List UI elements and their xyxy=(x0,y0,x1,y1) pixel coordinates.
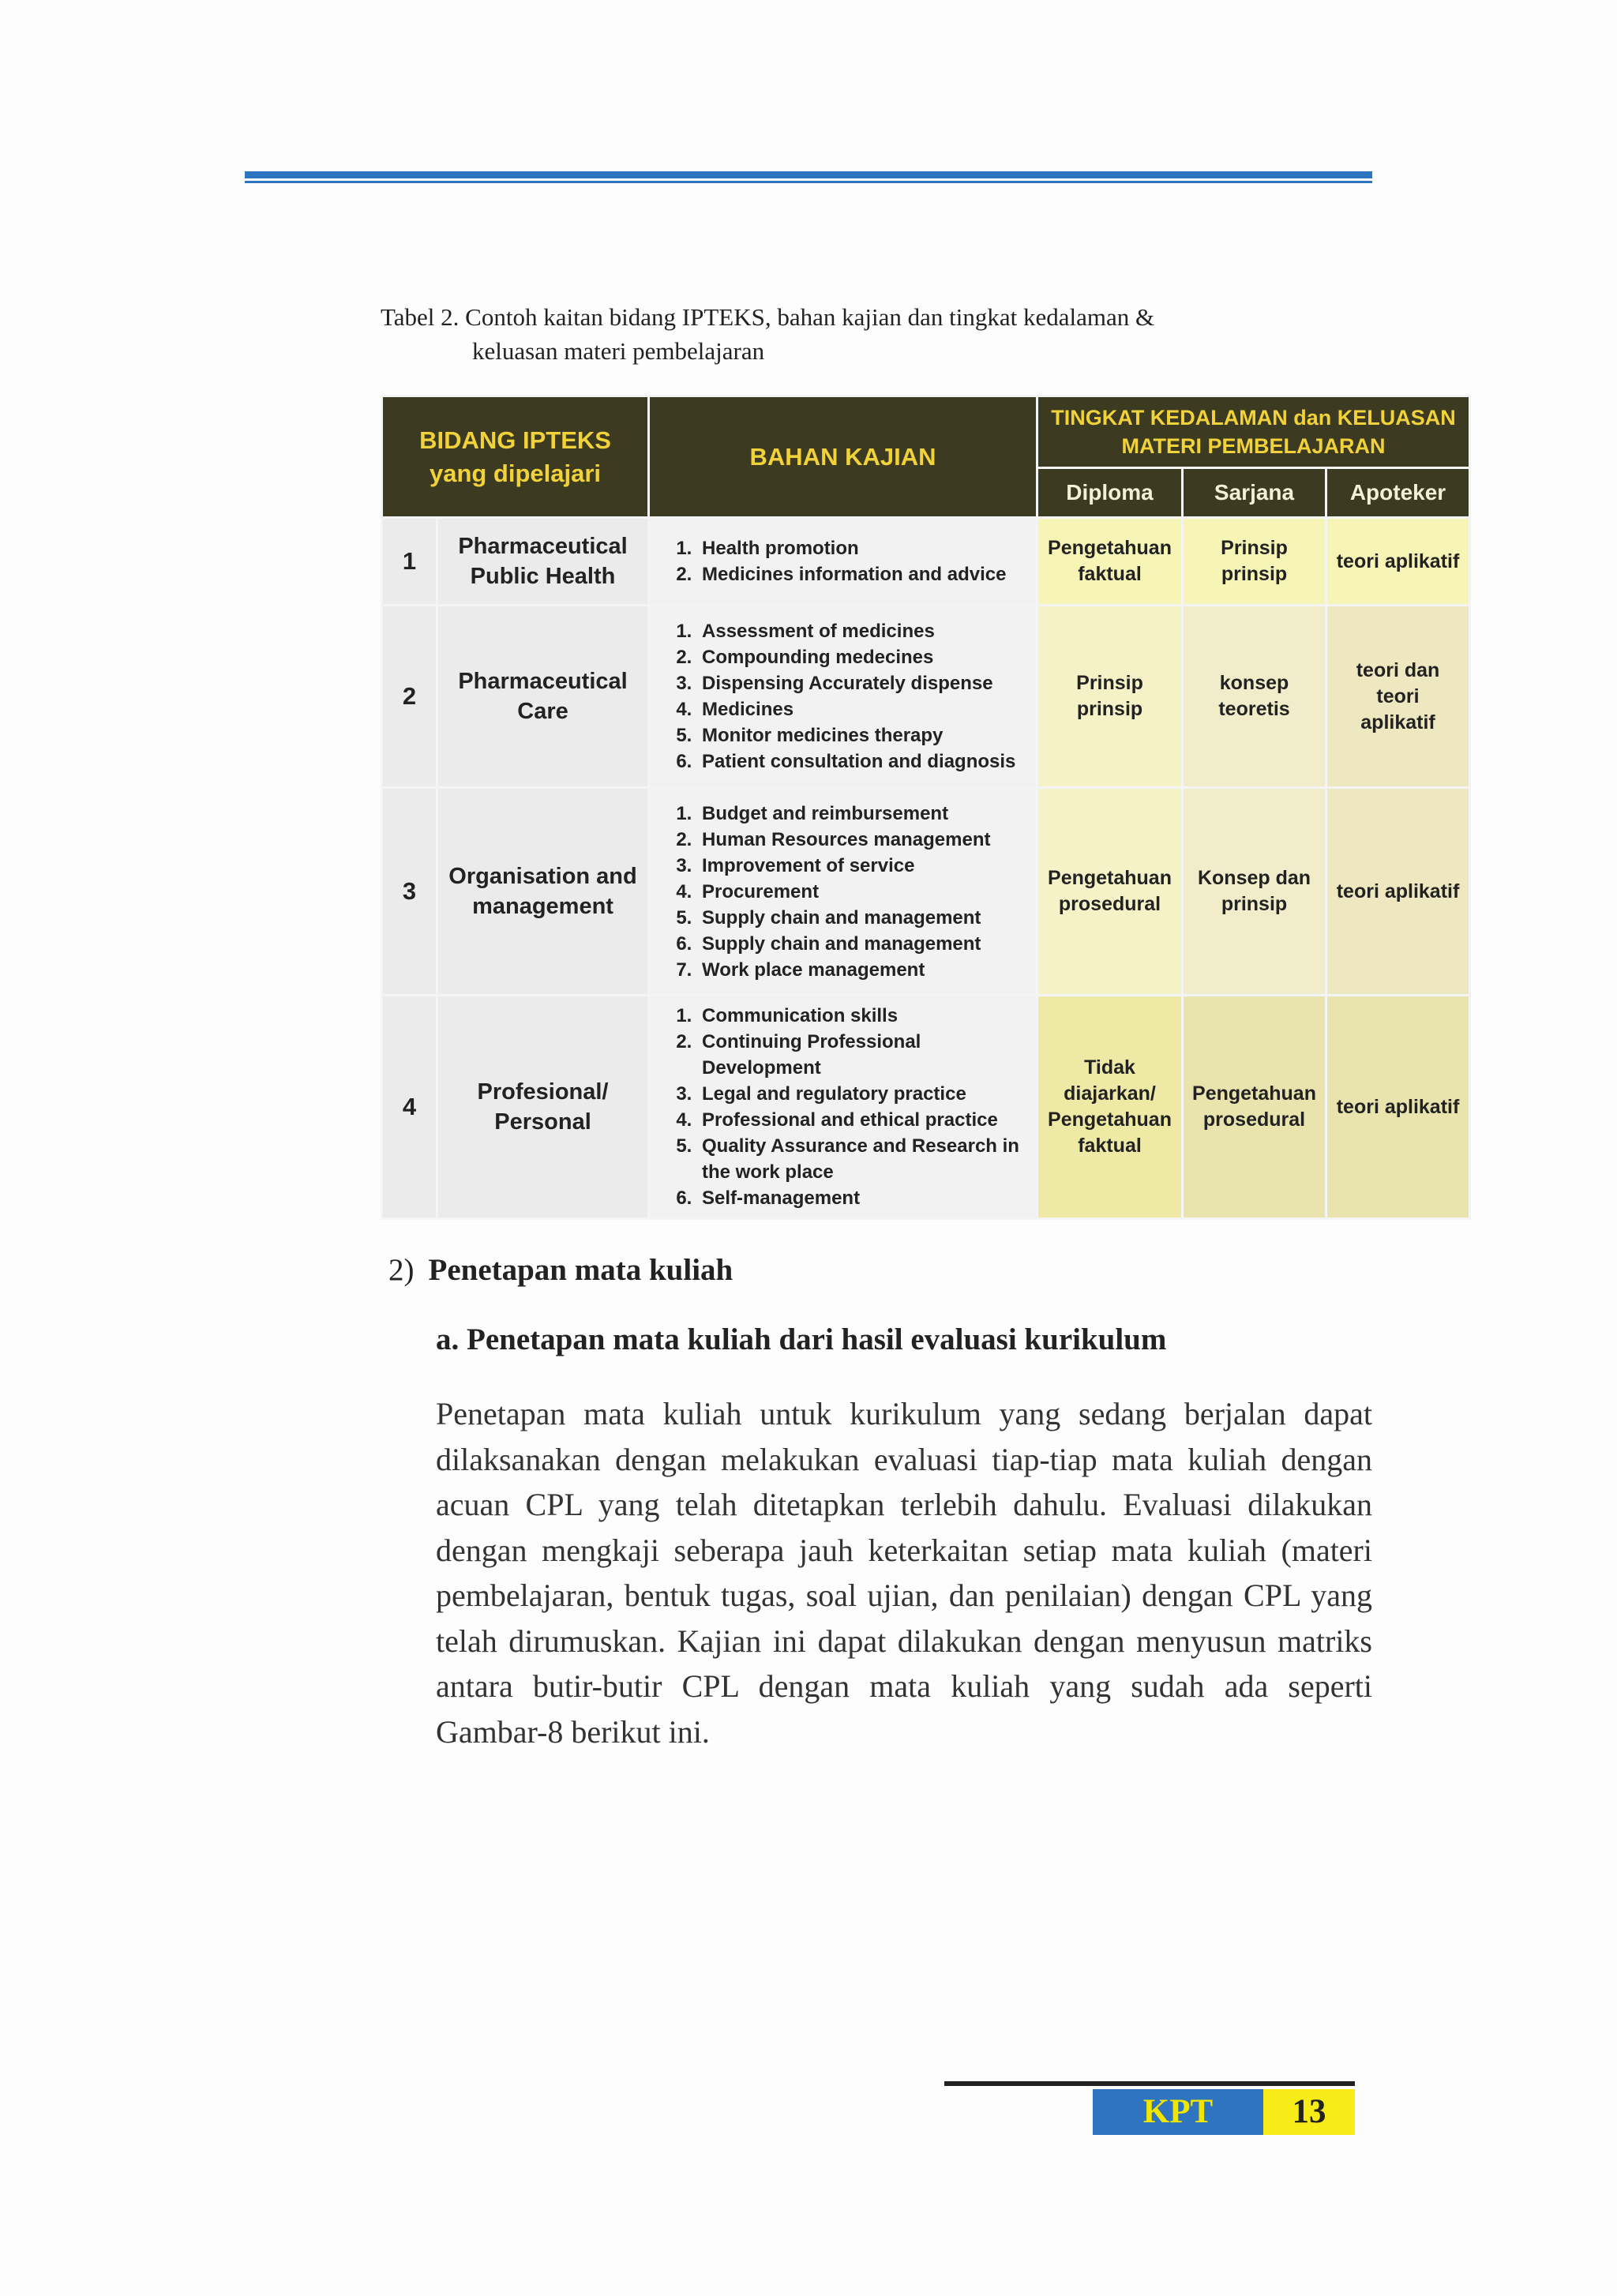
list-item: 3. Improvement of service xyxy=(697,853,1028,879)
header-apoteker: Apoteker xyxy=(1326,468,1470,518)
table-row xyxy=(382,606,1470,788)
list-item: 6. Self-management xyxy=(697,1185,1028,1211)
header-sarjana: Sarjana xyxy=(1183,468,1326,518)
list-item: 7. Work place management xyxy=(697,957,1028,983)
list-item: 4. Procurement xyxy=(697,879,1028,905)
table-row xyxy=(382,788,1470,996)
list-item: 2. Compounding medecines xyxy=(697,644,1028,670)
apoteker-cell: teori dan teori aplikatif xyxy=(1326,606,1470,788)
list-item: 2. Medicines information and advice xyxy=(697,561,1028,587)
list-item: 5. Quality Assurance and Research in the work place xyxy=(697,1133,1028,1185)
body-paragraph: Penetapan mata kuliah untuk kurikulum yang sedang berjalan dapat dilaksanakan dengan melakukan evaluasi tiap-tiap mata kuliah dengan acuan CPL yang telah ditetapkan terlebih dahulu. Evaluasi dilakukan dengan mengkaji seberapa jauh keterkaitan setiap mata kuliah (materi pembelajaran, bentuk tugas, soal ujian, dan penilaian) dengan CPL yang telah dirumuskan. Kajian ini dapat dilakukan dengan menyusun matriks antara butir-butir CPL dengan mata kuliah yang sudah ada seperti Gambar-8 berikut ini. xyxy=(436,1396,1372,1750)
sarjana-cell: konsep teoretis xyxy=(1183,606,1326,788)
bahan-cell xyxy=(649,518,1037,606)
sarjana-cell: Prinsip prinsip xyxy=(1183,518,1326,606)
bidang-cell: Pharmaceutical Public Health xyxy=(437,518,649,606)
list-item: 3. Legal and regulatory practice xyxy=(697,1081,1028,1107)
bidang-cell: Profesional/ Personal xyxy=(437,996,649,1219)
header-rule xyxy=(245,171,1372,183)
bahan-cell xyxy=(649,788,1037,996)
list-item: 2. Human Resources management xyxy=(697,827,1028,853)
list-item: 4. Medicines xyxy=(697,696,1028,722)
caption-line-1: Tabel 2. Contoh kaitan bidang IPTEKS, bahan kajian dan tingkat kedalaman & xyxy=(381,303,1155,331)
list-item: 6. Supply chain and management xyxy=(697,931,1028,957)
header-bahan: BAHAN KAJIAN xyxy=(649,396,1037,518)
bidang-cell: Organisation and management xyxy=(437,788,649,996)
list-item: 1. Assessment of medicines xyxy=(697,618,1028,644)
header-diploma: Diploma xyxy=(1037,468,1183,518)
diploma-cell: Pengetahuan faktual xyxy=(1037,518,1183,606)
table-row xyxy=(382,996,1470,1219)
footer-rule xyxy=(944,2081,1355,2086)
section-title: Penetapan mata kuliah xyxy=(428,1253,733,1287)
section-number: 2) xyxy=(388,1253,415,1287)
row-number: 2 xyxy=(382,606,437,788)
page-number: 13 xyxy=(1263,2089,1355,2135)
bahan-cell xyxy=(649,996,1037,1219)
diploma-cell: Prinsip prinsip xyxy=(1037,606,1183,788)
table-caption xyxy=(381,300,1407,368)
caption-line-2: keluasan materi pembelajaran xyxy=(472,337,765,365)
list-item: 3. Dispensing Accurately dispense xyxy=(697,670,1028,696)
apoteker-cell: teori aplikatif xyxy=(1326,518,1470,606)
diploma-cell: Pengetahuan prosedural xyxy=(1037,788,1183,996)
list-item: 5. Monitor medicines therapy xyxy=(697,722,1028,748)
diploma-cell: Tidak diajarkan/ Pengetahuan faktual xyxy=(1037,996,1183,1219)
row-number: 3 xyxy=(382,788,437,996)
sarjana-cell: Konsep dan prinsip xyxy=(1183,788,1326,996)
header-bidang: BIDANG IPTEKS yang dipelajari xyxy=(382,396,649,518)
list-item: 4. Professional and ethical practice xyxy=(697,1107,1028,1133)
apoteker-cell: teori aplikatif xyxy=(1326,788,1470,996)
ipteks-table xyxy=(381,395,1471,1220)
header-tingkat: TINGKAT KEDALAMAN dan KELUASAN MATERI PEMBELAJARAN xyxy=(1037,396,1470,468)
row-number: 1 xyxy=(382,518,437,606)
list-item: 2. Continuing Professional Development xyxy=(697,1029,1028,1081)
bahan-cell xyxy=(649,606,1037,788)
list-item: 1. Budget and reimbursement xyxy=(697,801,1028,827)
list-item: 5. Supply chain and management xyxy=(697,905,1028,931)
list-item: 1. Communication skills xyxy=(697,1003,1028,1029)
subsection-heading: a. Penetapan mata kuliah dari hasil evaluasi kurikulum xyxy=(436,1322,1167,1356)
bidang-cell: Pharmaceutical Care xyxy=(437,606,649,788)
section-heading xyxy=(388,1252,733,1288)
table-row xyxy=(382,518,1470,606)
sarjana-cell: Pengetahuan prosedural xyxy=(1183,996,1326,1219)
list-item: 6. Patient consultation and diagnosis xyxy=(697,748,1028,775)
footer-label: KPT xyxy=(1093,2089,1263,2135)
apoteker-cell: teori aplikatif xyxy=(1326,996,1470,1219)
row-number: 4 xyxy=(382,996,437,1219)
list-item: 1. Health promotion xyxy=(697,535,1028,561)
